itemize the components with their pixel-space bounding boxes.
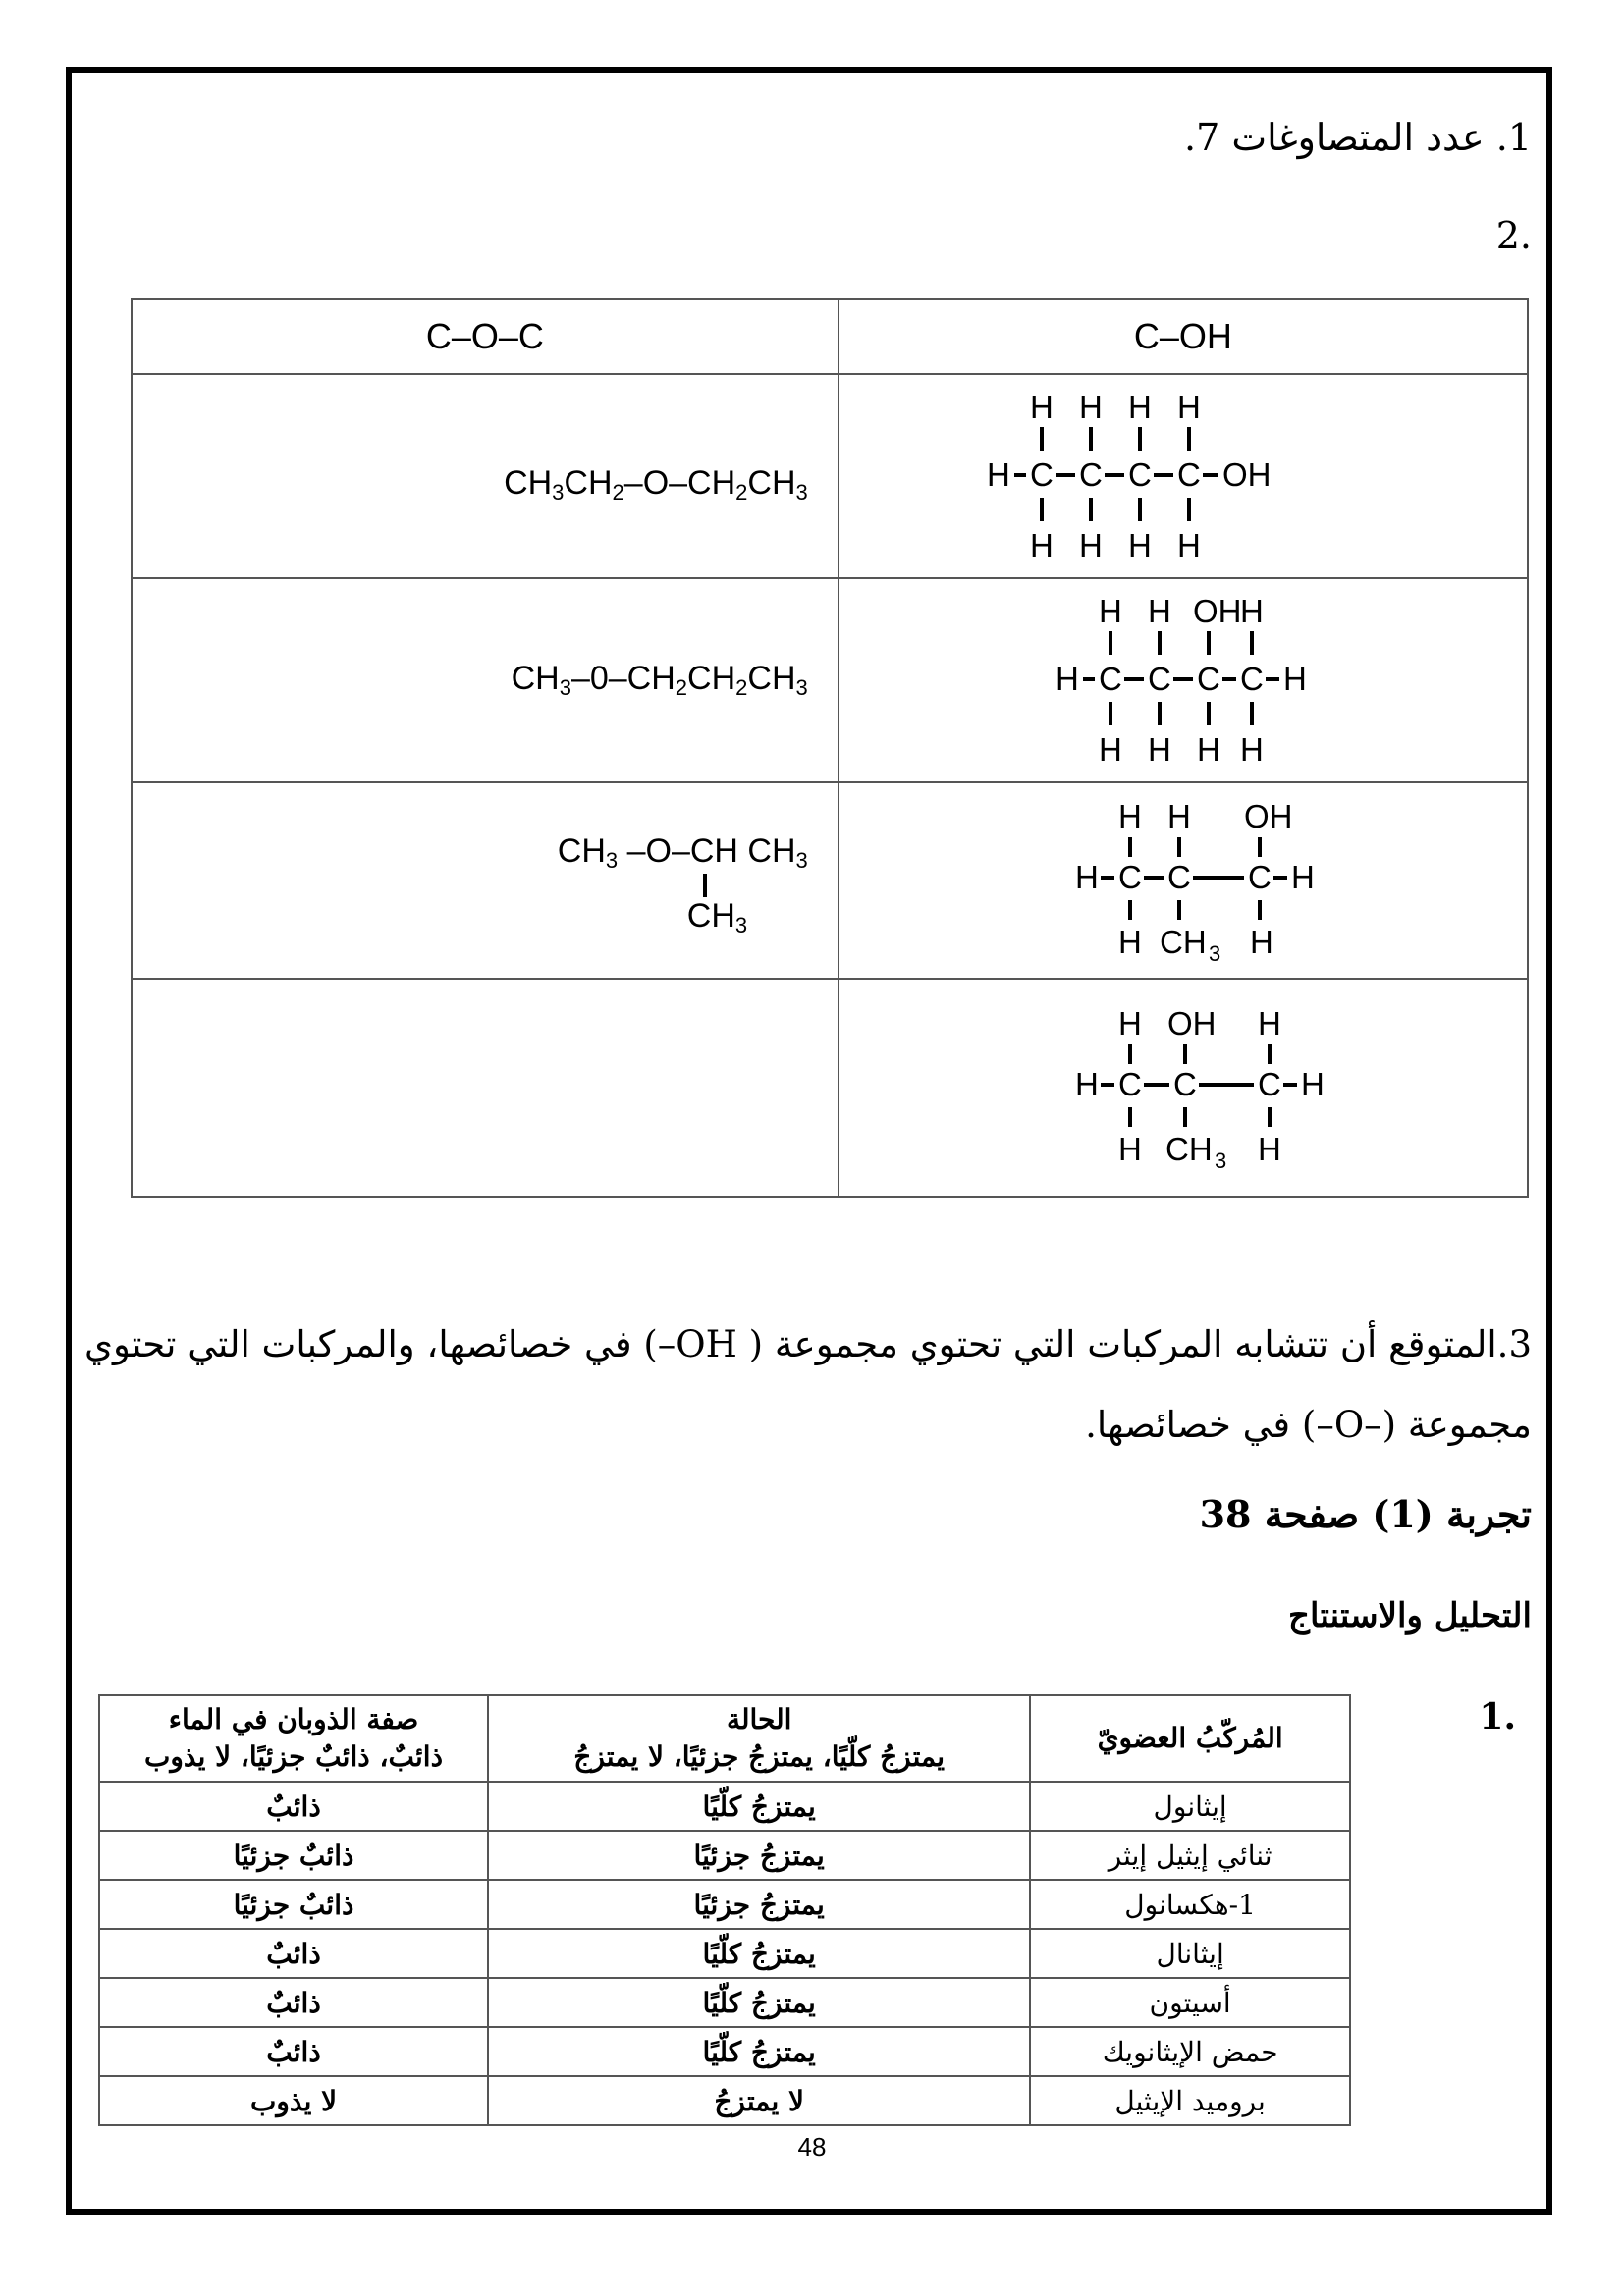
svg-text:H: H (1117, 1131, 1142, 1167)
svg-text:C: C (1127, 456, 1152, 493)
svg-text:H: H (1249, 924, 1273, 960)
alcohol-3-structure (839, 782, 1528, 979)
analysis-item-number: .1 (1479, 1696, 1516, 1737)
svg-text:H: H (1257, 1131, 1281, 1167)
svg-text:C: C (1176, 456, 1201, 493)
svg-text:H: H (1029, 389, 1054, 425)
svg-text:H: H (1055, 661, 1079, 697)
compound-cell: 1-هكسانول (1030, 1880, 1350, 1929)
alcohol-1-structure (839, 374, 1528, 578)
table-row (99, 2027, 1350, 2076)
solubility-cell: ذائبٌ جزئيًا (99, 1880, 488, 1929)
header-state-options: يمتزجُ كلّيًا، يمتزجُ جزئيًا، لا يمتزجُ (573, 1740, 946, 1773)
compound-cell: حمض الإيثانويك (1030, 2027, 1350, 2076)
svg-text:H: H (1127, 527, 1152, 563)
svg-text:H: H (1029, 527, 1054, 563)
alcohol-4-structure (839, 979, 1528, 1197)
svg-text:C: C (1247, 859, 1272, 895)
item-1-isomer-count: 1. عدد المتصاوغات 7. (1183, 116, 1532, 159)
svg-text:H: H (986, 456, 1010, 493)
solubility-table (98, 1694, 1351, 2126)
item-3-line-2: مجموعة (–O–) في خصائصها. (1085, 1404, 1532, 1446)
svg-text:H: H (1078, 389, 1103, 425)
table-row (99, 1880, 1350, 1929)
svg-text:H: H (1074, 1066, 1099, 1102)
header-solubility (99, 1695, 488, 1782)
svg-text:H: H (1098, 731, 1122, 768)
compound-cell: بروميد الإيثيل (1030, 2076, 1350, 2125)
svg-text:H: H (1098, 593, 1122, 629)
header-state-title: الحالة (726, 1703, 792, 1735)
table-row (99, 1782, 1350, 1831)
svg-text:H: H (1117, 1005, 1142, 1041)
item-2-label: .2 (1495, 214, 1532, 257)
svg-text:H: H (1074, 859, 1099, 895)
svg-text:C: C (1117, 859, 1142, 895)
svg-text:H: H (1196, 731, 1220, 768)
ether-4-empty (132, 979, 839, 1197)
svg-text:C: C (1098, 661, 1122, 697)
state-cell: يمتزجُ كلّيًا (488, 2027, 1030, 2076)
svg-text:C: C (1257, 1066, 1281, 1102)
svg-text:OH: OH (1243, 798, 1293, 834)
svg-text:C: C (1172, 1066, 1197, 1102)
svg-text:CH: CH (1164, 1131, 1213, 1167)
svg-text:C: C (1239, 661, 1264, 697)
solubility-cell: ذائبٌ (99, 2027, 488, 2076)
svg-text:C: C (1166, 859, 1191, 895)
table-row (99, 1929, 1350, 1978)
svg-text:H: H (1257, 1005, 1281, 1041)
solubility-cell: ذائبٌ (99, 1782, 488, 1831)
alcohol-2-structure (839, 578, 1528, 782)
svg-text:H: H (1239, 593, 1264, 629)
state-cell: يمتزجُ كلّيًا (488, 1978, 1030, 2027)
svg-text:C: C (1078, 456, 1103, 493)
compound-cell: أسيتون (1030, 1978, 1350, 2027)
svg-text:H: H (1147, 593, 1171, 629)
svg-text:H: H (1117, 924, 1142, 960)
isomer-structures-table (131, 298, 1529, 1198)
svg-text:3: 3 (1208, 941, 1221, 966)
solubility-cell: ذائبٌ (99, 1929, 488, 1978)
state-cell: يمتزجُ كلّيًا (488, 1782, 1030, 1831)
svg-text:C: C (1196, 661, 1220, 697)
compound-cell: إيثانول (1030, 1782, 1350, 1831)
header-solubility-title: صفة الذوبان في الماء (168, 1703, 419, 1735)
compound-cell: إيثانال (1030, 1929, 1350, 1978)
svg-text:H: H (1176, 389, 1201, 425)
svg-text:H: H (1282, 661, 1307, 697)
svg-text:C: C (1117, 1066, 1142, 1102)
ether-2-formula: $CH_3-0-CH_2CH_2CH_3$ (132, 578, 839, 782)
svg-text:H: H (1166, 798, 1191, 834)
header-solubility-options: ذائبٌ، ذائبٌ جزئيًا، لا يذوب (144, 1740, 444, 1773)
header-ether: C–O–C (132, 299, 839, 374)
svg-text:H: H (1117, 798, 1142, 834)
svg-text:OH: OH (1221, 456, 1272, 493)
svg-text:H: H (1239, 731, 1264, 768)
header-state (488, 1695, 1030, 1782)
svg-text:C: C (1147, 661, 1171, 697)
compound-cell: ثنائي إيثيل إيثر (1030, 1831, 1350, 1880)
table-row (99, 2076, 1350, 2125)
ether-3-formula: $CH_3$ –O–CH $CH_3$ $CH_3$ (132, 782, 839, 979)
svg-text:H: H (1290, 859, 1315, 895)
svg-text:3: 3 (1214, 1148, 1227, 1173)
state-cell: يمتزجُ كلّيًا (488, 1929, 1030, 1978)
svg-text:H: H (1078, 527, 1103, 563)
svg-text:H: H (1147, 731, 1171, 768)
solubility-cell: ذائبٌ جزئيًا (99, 1831, 488, 1880)
svg-text:OH: OH (1192, 593, 1242, 629)
svg-text:H: H (1127, 389, 1152, 425)
table-row (99, 1831, 1350, 1880)
svg-text:OH: OH (1166, 1005, 1217, 1041)
svg-text:H: H (1300, 1066, 1325, 1102)
experiment-title: تجربة (1) صفحة 38 (1199, 1492, 1532, 1536)
svg-text:C: C (1029, 456, 1054, 493)
state-cell: يمتزجُ جزئيًا (488, 1880, 1030, 1929)
header-compound: المُركّبُ العضويّ (1030, 1695, 1350, 1782)
page-number: 48 (797, 2132, 827, 2162)
svg-text:CH: CH (1159, 924, 1207, 960)
state-cell: لا يمتزجُ (488, 2076, 1030, 2125)
solubility-cell: لا يذوب (99, 2076, 488, 2125)
svg-text:H: H (1176, 527, 1201, 563)
state-cell: يمتزجُ جزئيًا (488, 1831, 1030, 1880)
table-row (99, 1978, 1350, 2027)
solubility-cell: ذائبٌ (99, 1978, 488, 2027)
item-3-line-1: 3.المتوقع أن تتشابه المركبات التي تحتوي مجموعة ( OH–) في خصائصها، والمركبات التي تحتوي (84, 1323, 1532, 1365)
header-alcohol: C–OH (839, 299, 1528, 374)
ether-1-formula: $CH_3CH_2-O-CH_2CH_3$ (132, 374, 839, 578)
analysis-subtitle: التحليل والاستنتاج (1288, 1596, 1532, 1635)
